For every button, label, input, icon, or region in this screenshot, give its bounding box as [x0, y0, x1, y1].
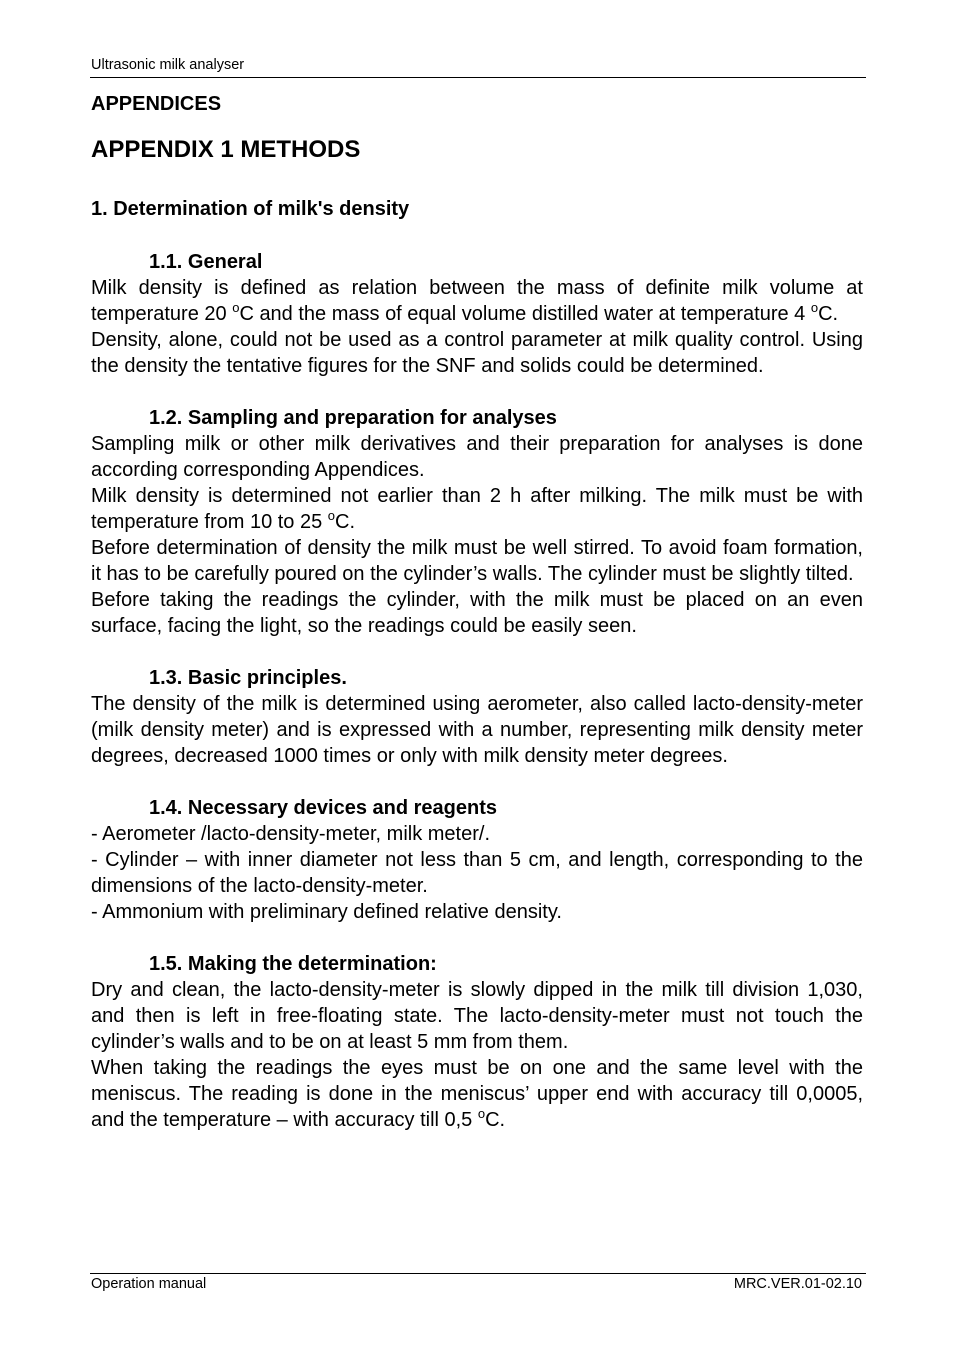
subsection-1-3-heading: 1.3. Basic principles. — [149, 667, 347, 689]
sampling-paragraph-2: Milk density is determined not earlier than 2 h after milking. The milk must be with temperature from 10 to 25 $^o$C. — [91, 485, 863, 533]
page-content — [91, 90, 863, 1133]
determination-paragraph-1: Dry and clean, the lacto-density-meter is slowly dipped in the milk till division 1,030, and then is left in free-floating state. The lacto-density-meter must not touch the cylinder’s walls and to be on at least 5 mm from them. — [91, 979, 863, 1053]
devices-list-item: - Cylinder – with inner diameter not less than 5 cm, and length, corresponding to the dimensions of the lacto-density-meter. — [91, 849, 863, 897]
principles-paragraph: The density of the milk is determined using aerometer, also called lacto-density-meter (milk density meter) and is expressed with a number, representing milk density meter degrees, decreased 1000 times or only with milk density meter degrees. — [91, 693, 863, 767]
sampling-paragraph-1: Sampling milk or other milk derivatives and their preparation for analyses is done according corresponding Appendices. — [91, 433, 863, 481]
running-header: Ultrasonic milk analyser — [91, 57, 245, 73]
subsection-1-1-heading: 1.1. General — [149, 251, 263, 273]
footer-document-code: MRC.VER.01-02.10 — [733, 1276, 862, 1292]
sampling-paragraph-4: Before taking the readings the cylinder, with the milk must be placed on an even surface, facing the light, so the readings could be easily seen. — [91, 589, 863, 637]
degree-sign: o — [810, 300, 819, 315]
degree-sign: o — [232, 300, 240, 315]
general-paragraph-1: Milk density is defined as relation between the mass of definite milk volume at temperature 20 $^o$C and the mass of equal volume distilled water at temperature 4 $^o$C. — [91, 277, 863, 325]
degree-sign: o — [477, 1106, 486, 1121]
devices-list-item: - Aerometer /lacto-density-meter, milk meter/. — [91, 823, 491, 845]
degree-sign: o — [327, 508, 336, 523]
general-paragraph-2: Density, alone, could not be used as a control parameter at milk quality control. Using the density the tentative figures for the SNF and solids could be determined. — [91, 329, 863, 377]
header-rule — [90, 77, 866, 78]
appendix-1-heading: APPENDIX 1 METHODS — [91, 136, 361, 163]
subsection-1-5-heading: 1.5. Making the determination: — [149, 953, 437, 975]
footer-manual-title: Operation manual — [91, 1276, 207, 1292]
footer-rule — [90, 1273, 866, 1274]
subsection-1-2-heading: 1.2. Sampling and preparation for analyses — [149, 407, 557, 429]
sampling-paragraph-3: Before determination of density the milk must be well stirred. To avoid foam formation, it has to be carefully poured on the cylinder’s walls. The cylinder must be slightly tilted. — [91, 537, 863, 585]
appendices-heading: APPENDICES — [91, 93, 222, 115]
devices-list-item: - Ammonium with preliminary defined relative density. — [91, 901, 562, 923]
determination-paragraph-2: When taking the readings the eyes must be on one and the same level with the meniscus. The reading is done in the meniscus’ upper end with accuracy till 0,0005, and the temperature – with accuracy till 0,5 $^o$C. — [91, 1057, 863, 1131]
subsection-1-4-heading: 1.4. Necessary devices and reagents — [149, 797, 497, 819]
section-1-heading: 1. Determination of milk's density — [91, 198, 410, 220]
